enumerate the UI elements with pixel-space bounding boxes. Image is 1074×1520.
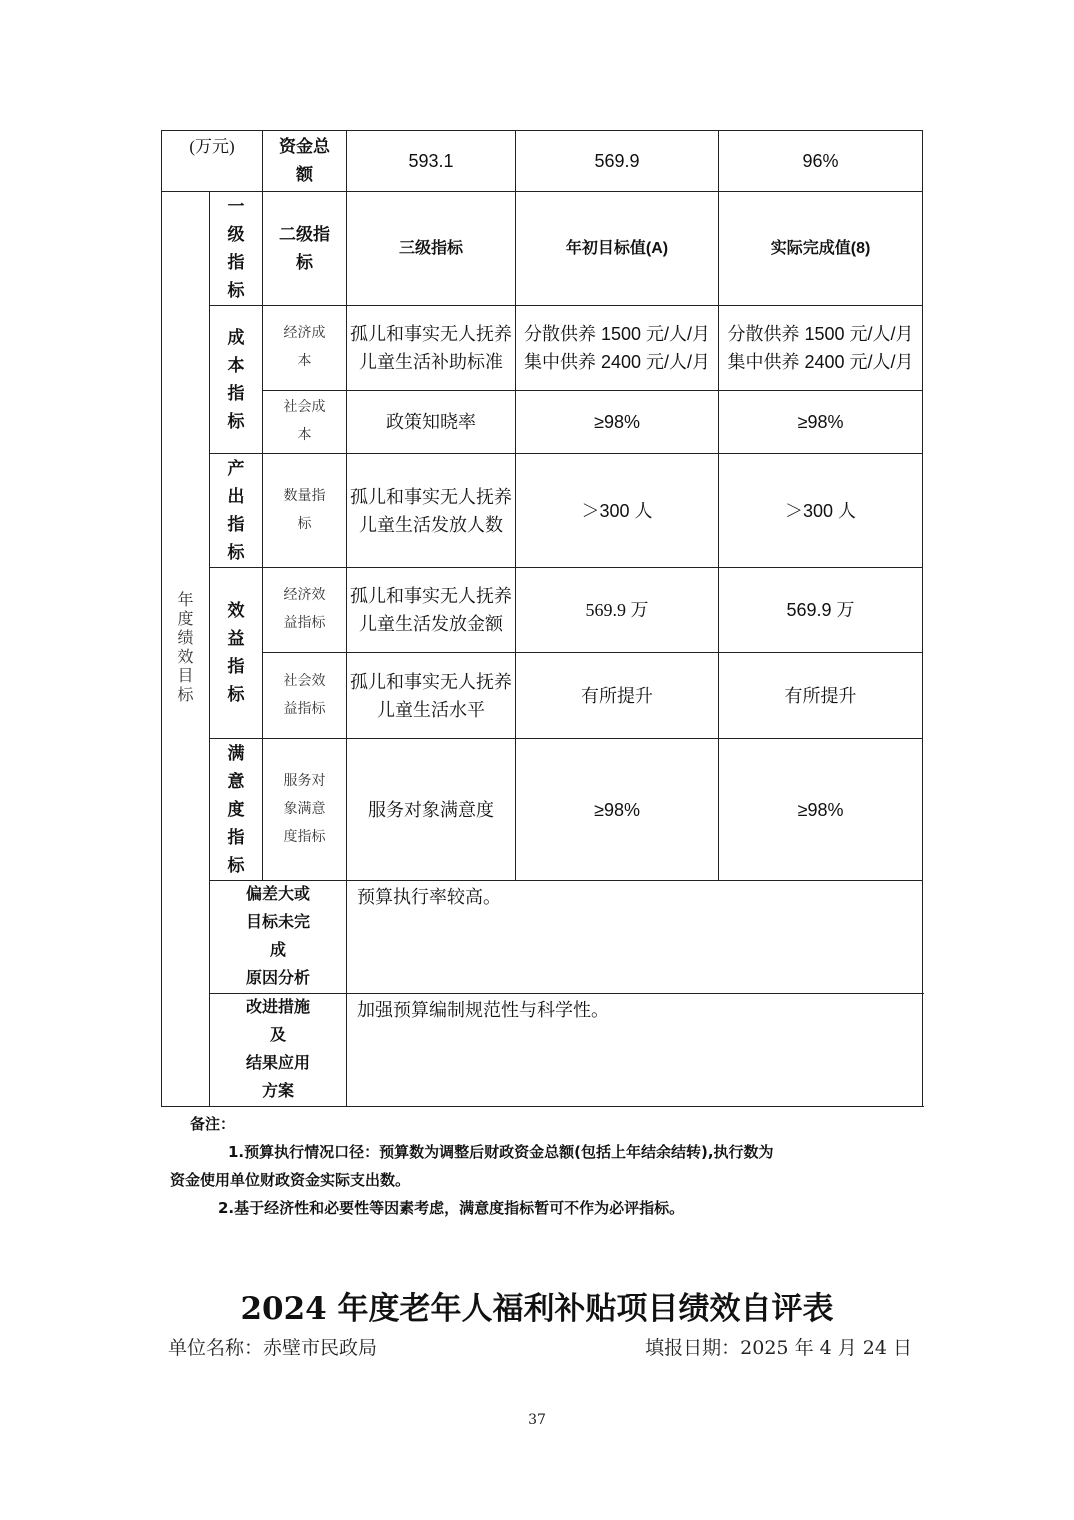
table-row xyxy=(162,568,923,653)
note-item-1-line1: 1.预算执行情况口径：预算数为调整后财政资金总额(包括上年结余结转),执行数为 xyxy=(228,1143,774,1161)
table-row xyxy=(162,653,923,739)
level2-cell: 服务对象满意度指标 xyxy=(263,739,347,881)
target-cell: 分散供养 1500 元/人/月 集中供养 2400 元/人/月 xyxy=(516,306,719,391)
note-item-2: 2.基于经济性和必要性等因素考虑，满意度指标暂可不作为必评指标。 xyxy=(218,1199,685,1217)
target-cell: ＞300 人 xyxy=(516,454,719,568)
level1-cell: 产出指标 xyxy=(210,454,263,568)
level1-cell: 满意度指标 xyxy=(210,739,263,881)
performance-table xyxy=(161,130,932,1107)
header-level1: 一级指标 xyxy=(210,192,263,306)
target-cell: ≥98% xyxy=(516,739,719,881)
level2-cell: 数量指标 xyxy=(263,454,347,568)
level1-cell: 成本指标 xyxy=(210,306,263,454)
header-level3: 三级指标 xyxy=(347,192,516,306)
level3-cell: 孤儿和事实无人抚养儿童生活发放金额 xyxy=(347,568,516,653)
table-row xyxy=(162,391,923,454)
level3-cell: 孤儿和事实无人抚养儿童生活发放人数 xyxy=(347,454,516,568)
indicator-header-row xyxy=(162,192,923,306)
actual-cell: ≥98% xyxy=(719,391,923,454)
target-cell: 569.9 万 xyxy=(516,568,719,653)
header-level2: 二级指标 xyxy=(263,192,347,306)
deviation-text: 预算执行率较高。 xyxy=(347,881,923,994)
improvement-text: 加强预算编制规范性与科学性。 xyxy=(347,994,923,1107)
level3-cell: 孤儿和事实无人抚养儿童生活水平 xyxy=(347,653,516,739)
page-number: 37 xyxy=(528,1412,546,1428)
improvement-label: 改进措施 及 结果应用 方案 xyxy=(210,994,347,1107)
deviation-label: 偏差大或 目标未完 成 原因分析 xyxy=(210,881,347,994)
fund-total-label: 资金总额 xyxy=(263,131,347,192)
header-target: 年初目标值(A) xyxy=(516,192,719,306)
target-cell: ≥98% xyxy=(516,391,719,454)
level3-cell: 政策知晓率 xyxy=(347,391,516,454)
executed-value: 569.9 xyxy=(516,131,719,192)
unit-name: 单位名称：赤壁市民政局 xyxy=(168,1337,378,1359)
level2-cell: 经济效益指标 xyxy=(263,568,347,653)
level3-cell: 孤儿和事实无人抚养儿童生活补助标准 xyxy=(347,306,516,391)
table-row xyxy=(162,739,923,881)
target-cell: 有所提升 xyxy=(516,653,719,739)
notes-section xyxy=(170,1110,910,1222)
notes-heading: 备注： xyxy=(190,1115,236,1133)
budget-value: 593.1 xyxy=(347,131,516,192)
actual-cell: 有所提升 xyxy=(719,653,923,739)
actual-cell: ＞300 人 xyxy=(719,454,923,568)
level2-cell: 经济成本 xyxy=(263,306,347,391)
next-form-title: 2024 年度老年人福利补贴项目绩效自评表 xyxy=(240,1291,834,1327)
deviation-row xyxy=(162,881,923,994)
actual-cell: ≥98% xyxy=(719,739,923,881)
annual-goal-label: 年度绩效目标 xyxy=(162,192,210,1107)
level3-cell: 服务对象满意度 xyxy=(347,739,516,881)
table-row xyxy=(162,306,923,391)
unit-label: (万元) xyxy=(162,131,263,192)
note-item-1-line2: 资金使用单位财政资金实际支出数。 xyxy=(170,1171,411,1189)
level2-cell: 社会成本 xyxy=(263,391,347,454)
level2-cell: 社会效益指标 xyxy=(263,653,347,739)
budget-row xyxy=(162,131,923,192)
fill-date: 填报日期：2025 年 4 月 24 日 xyxy=(645,1337,912,1359)
header-actual: 实际完成值(8) xyxy=(719,192,923,306)
actual-cell: 分散供养 1500 元/人/月 集中供养 2400 元/人/月 xyxy=(719,306,923,391)
execution-rate: 96% xyxy=(719,131,923,192)
improvement-row xyxy=(162,994,923,1107)
actual-cell: 569.9 万 xyxy=(719,568,923,653)
level1-cell: 效益指标 xyxy=(210,568,263,739)
table-row xyxy=(162,454,923,568)
